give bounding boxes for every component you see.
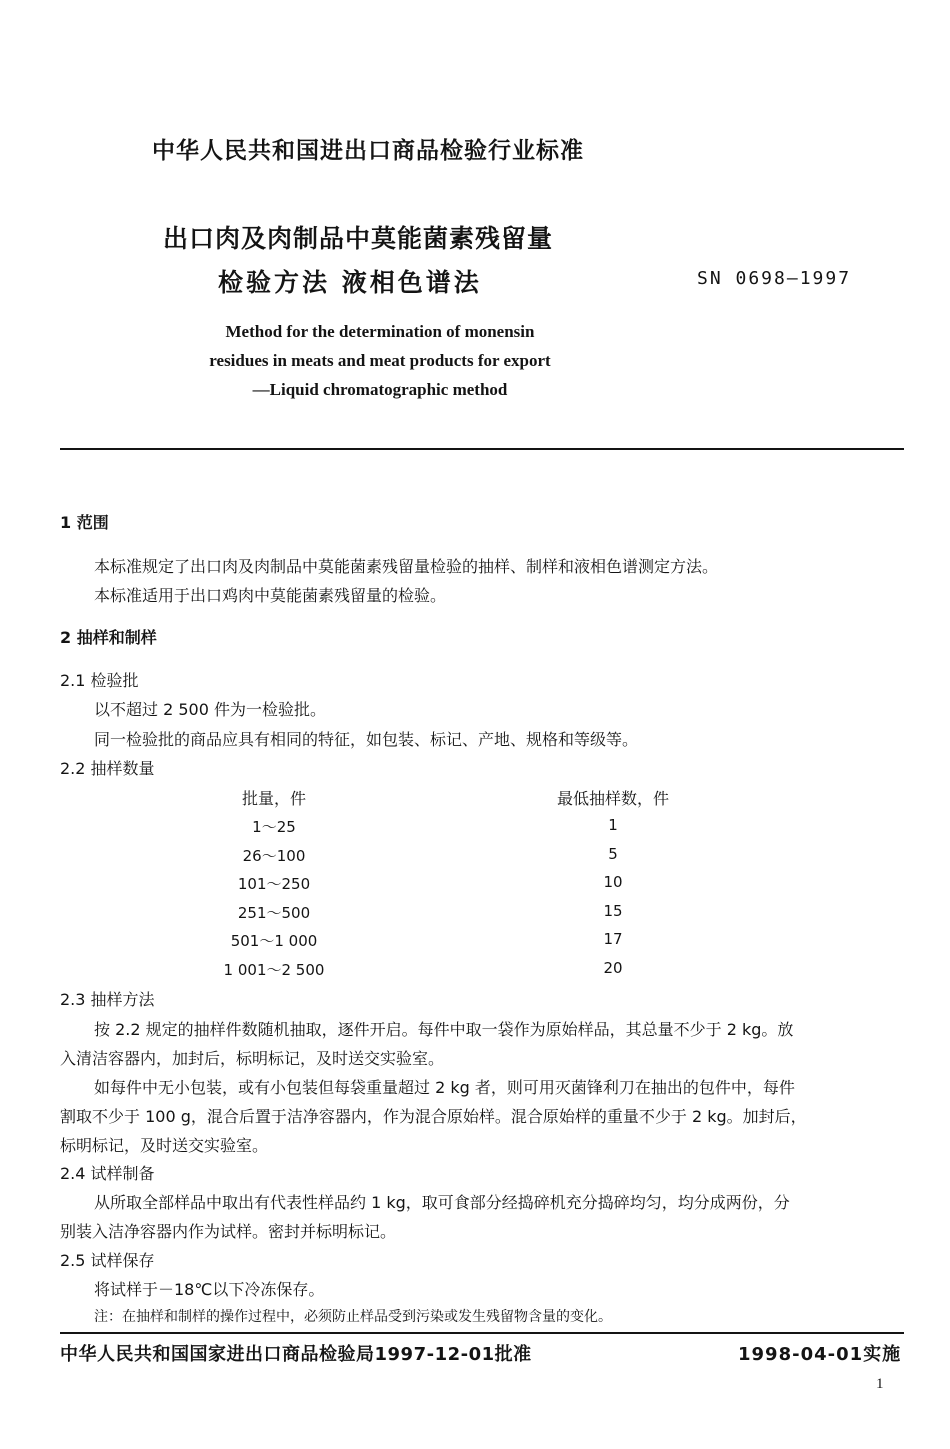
section-2-1-heading: 2.1 检验批	[60, 671, 139, 690]
section-2-3-paragraph-1-line-1: 按 2.2 规定的抽样件数随机抽取，逐件开启。每件中取一袋作为原始样品，其总量不少于 2 kg。放	[94, 1020, 794, 1039]
table-cell-lot-size: 251～500	[237, 903, 311, 922]
section-2-4-paragraph-line-2: 别装入洁净容器内作为试样。密封并标明标记。	[60, 1222, 397, 1241]
standard-number: SN 0698—1997	[697, 268, 852, 289]
section-1-paragraph-1: 本标准规定了出口肉及肉制品中莫能菌素残留量检验的抽样、制样和液相色谱测定方法。	[94, 557, 719, 576]
table-cell-lot-size: 1 001～2 500	[223, 960, 325, 979]
table-cell-lot-size: 26～100	[242, 846, 306, 865]
sampling-quantity-table	[200, 786, 720, 987]
section-2-5-paragraph: 将试样于－18℃以下冷冻保存。	[94, 1280, 325, 1299]
table-header-lot-size: 批量，件	[241, 789, 306, 808]
table-cell-min-samples: 15	[603, 901, 623, 920]
section-2-3-heading: 2.3 抽样方法	[60, 990, 155, 1009]
section-2-2-heading: 2.2 抽样数量	[60, 759, 155, 778]
table-row	[200, 816, 720, 845]
section-2-4-heading: 2.4 试样制备	[60, 1164, 155, 1183]
title-english-line-1: Method for the determination of monensin	[225, 322, 535, 341]
table-cell-lot-size: 1～25	[252, 818, 296, 836]
title-chinese-line-2: 检验方法 液相色谱法	[218, 268, 482, 297]
section-2-3-paragraph-2-line-1: 如每件中无小包装，或有小包装但每袋重量超过 2 kg 者，则可用灭菌锋利刀在抽出的包件中，每件	[94, 1078, 795, 1097]
table-cell-min-samples: 17	[603, 930, 623, 948]
table-cell-min-samples: 10	[603, 873, 623, 891]
table-row	[200, 902, 720, 931]
table-cell-min-samples: 20	[603, 958, 623, 977]
title-english-line-3: —Liquid chromatographic method	[252, 380, 508, 399]
table-cell-lot-size: 101～250	[237, 875, 311, 893]
table-row	[200, 873, 720, 902]
table-cell-min-samples: 5	[608, 844, 618, 863]
section-2-5-heading: 2.5 试样保存	[60, 1251, 155, 1270]
section-2-4-paragraph-line-1: 从所取全部样品中取出有代表性样品约 1 kg，取可食部分经捣碎机充分捣碎均匀，均分成两份，分	[94, 1193, 790, 1212]
document-issuer: 中华人民共和国进出口商品检验行业标准	[152, 138, 584, 164]
table-row	[200, 845, 720, 874]
footer-effective-date: 1998-04-01实施	[738, 1344, 902, 1365]
section-2-3-paragraph-2-line-3: 标明标记，及时送交实验室。	[60, 1136, 269, 1155]
footer-divider	[60, 1332, 904, 1334]
note: 注：在抽样和制样的操作过程中，必须防止样品受到污染或发生残留物含量的变化。	[94, 1309, 612, 1325]
table-header-row	[200, 786, 720, 816]
section-2-1-paragraph-1: 以不超过 2 500 件为一检验批。	[94, 700, 326, 719]
table-header-min-samples: 最低抽样数，件	[556, 789, 669, 808]
section-1-paragraph-2: 本标准适用于出口鸡肉中莫能菌素残留量的检验。	[94, 586, 447, 605]
table-row	[200, 959, 720, 988]
footer-approval: 中华人民共和国国家进出口商品检验局1997-12-01批准	[60, 1344, 532, 1365]
section-2-1-paragraph-2: 同一检验批的商品应具有相同的特征，如包装、标记、产地、规格和等级等。	[94, 730, 639, 749]
section-2-heading: 2 抽样和制样	[60, 628, 157, 647]
table-row	[200, 930, 720, 959]
header-divider	[60, 448, 904, 450]
page-number: 1	[876, 1376, 884, 1392]
section-1-heading: 1 范围	[60, 513, 109, 532]
section-2-3-paragraph-1-line-2: 入清洁容器内，加封后，标明标记，及时送交实验室。	[60, 1049, 445, 1068]
section-2-3-paragraph-2-line-2: 割取不少于 100 g，混合后置于洁净容器内，作为混合原始样。混合原始样的重量不少于 2 kg。加封后，	[60, 1107, 807, 1126]
title-chinese-line-1: 出口肉及肉制品中莫能菌素残留量	[163, 224, 554, 253]
title-english-line-2: residues in meats and meat products for export	[209, 351, 551, 370]
table-cell-min-samples: 1	[608, 816, 618, 834]
table-cell-lot-size: 501～1 000	[230, 932, 318, 950]
